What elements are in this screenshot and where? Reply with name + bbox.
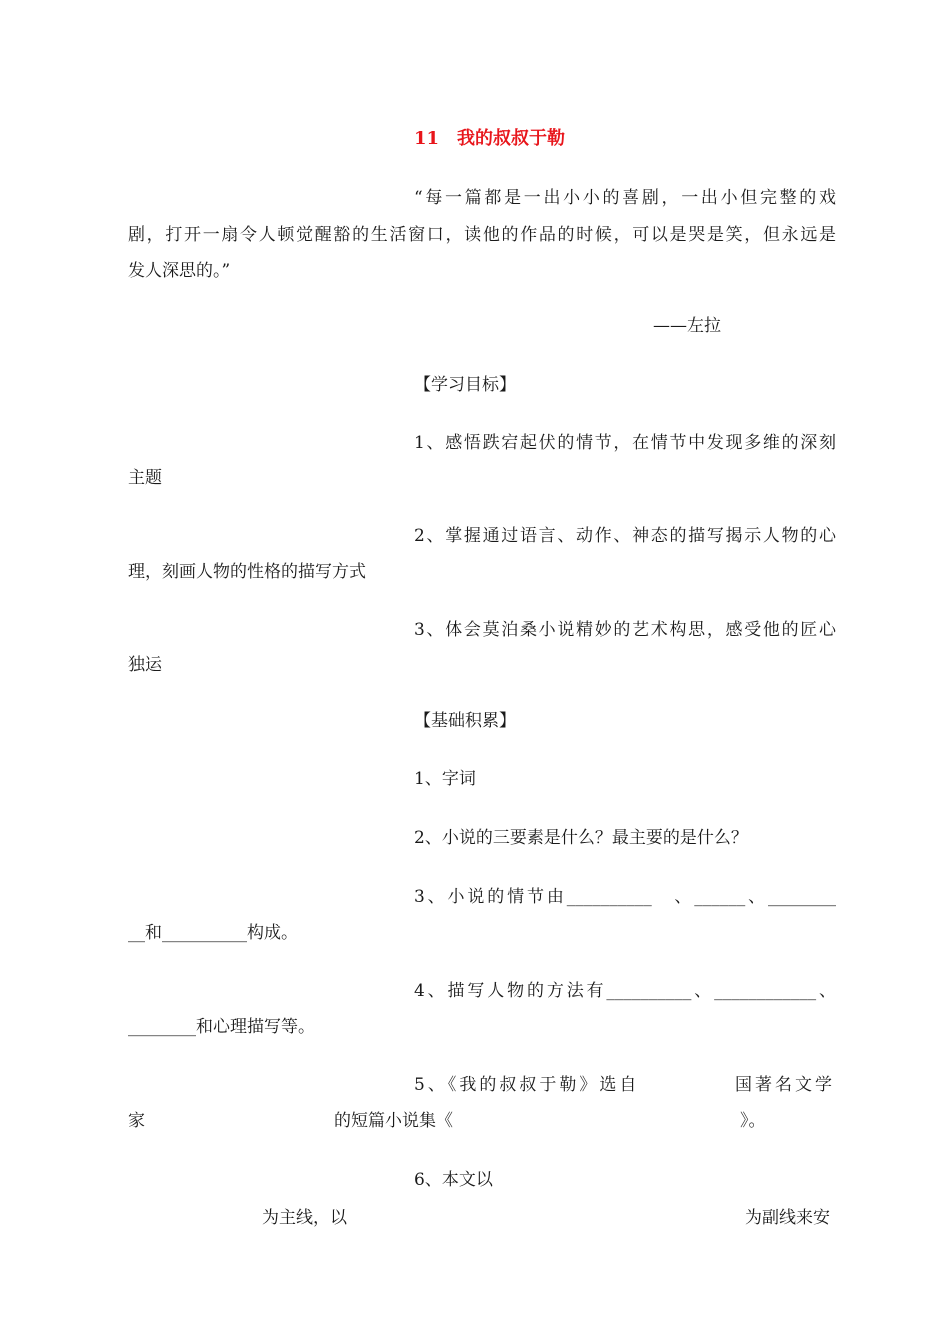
document-title: 11 我的叔叔于勒	[414, 128, 566, 149]
quote-line-3: 发人深思的。”	[128, 261, 231, 281]
basics-question-5-part-2: 国著名文学	[735, 1075, 835, 1095]
basics-question-5-part-1: 5、《我的叔叔于勒》选自	[414, 1075, 640, 1095]
quote-attribution: ——左拉	[653, 316, 721, 336]
quote-line-2: 剧，打开一扇令人顿觉醒豁的生活窗口，读他的作品的时候，可以是哭是笑，但永远是	[128, 225, 836, 245]
basics-question-6-part-3: 为副线来安	[745, 1208, 830, 1228]
objective-2-line-1: 2、掌握通过语言、动作、神态的描写揭示人物的心	[414, 526, 836, 546]
objective-1-line-1: 1、感悟跌宕起伏的情节，在情节中发现多维的深刻	[414, 433, 836, 453]
basics-question-5-part-3: 家	[128, 1111, 145, 1131]
basics-heading: 【基础积累】	[414, 711, 516, 731]
basics-question-5-part-4: 的短篇小说集《	[334, 1111, 453, 1131]
basics-question-4-line-1: 4、描写人物的方法有__________、____________、	[414, 981, 836, 1001]
basics-question-6-line-1: 6、本文以	[414, 1170, 493, 1190]
basics-question-1: 1、字词	[414, 769, 476, 789]
basics-question-5-part-5: 》。	[740, 1111, 766, 1131]
basics-question-3-line-1: 3、小说的情节由__________ 、______、________	[414, 887, 836, 907]
quote-line-1: “每一篇都是一出小小的喜剧，一出小但完整的戏	[414, 188, 836, 208]
objective-3-line-2: 独运	[128, 655, 162, 675]
basics-question-4-line-2: ________和心理描写等。	[128, 1017, 315, 1037]
basics-question-2: 2、小说的三要素是什么？最主要的是什么？	[414, 828, 748, 848]
objective-3-line-1: 3、体会莫泊桑小说精妙的艺术构思，感受他的匠心	[414, 620, 836, 640]
basics-question-3-line-2: __和__________构成。	[128, 923, 298, 943]
objective-2-line-2: 理，刻画人物的性格的描写方式	[128, 562, 366, 582]
objectives-heading: 【学习目标】	[414, 375, 516, 395]
basics-question-6-part-2: 为主线，以	[262, 1208, 347, 1228]
objective-1-line-2: 主题	[128, 468, 162, 488]
